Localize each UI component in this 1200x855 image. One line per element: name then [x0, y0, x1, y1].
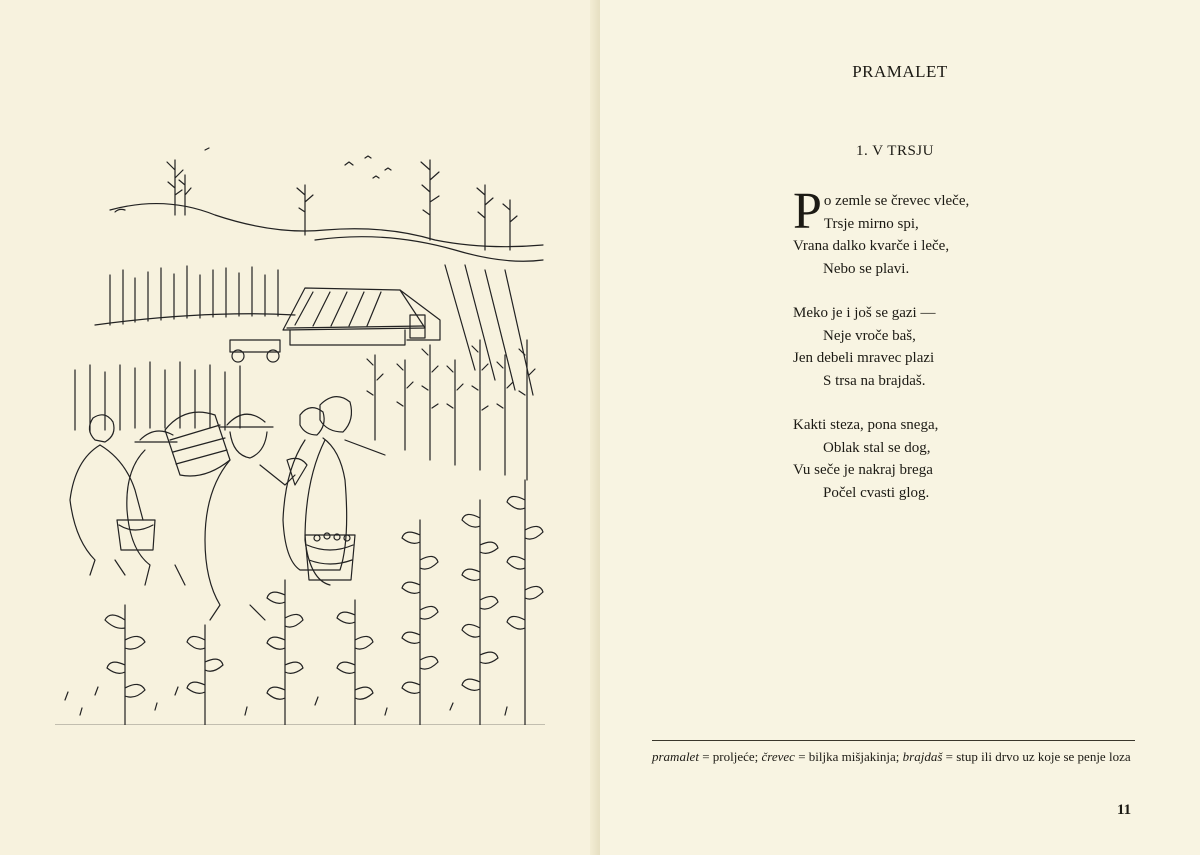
footnote-term: brajdaš — [902, 749, 943, 764]
footnote-term: pramalet — [652, 749, 699, 764]
stanza-3 — [793, 414, 1113, 504]
poem — [793, 183, 1113, 526]
stanza-1 — [793, 183, 1113, 280]
poem-line: Vrana dalko kvarče i leče, — [793, 238, 950, 254]
footnote — [652, 748, 1142, 765]
stanza-2 — [793, 302, 1113, 392]
drop-cap: P — [793, 183, 822, 240]
footnote-rule — [652, 740, 1135, 741]
section-title: 1. V TRSJU — [856, 143, 934, 159]
poem-line: S trsa na brajdaš. — [823, 372, 926, 389]
vineyard-illustration — [55, 140, 545, 725]
footnote-definition: = stup ili drvo uz koje se penje loza — [942, 749, 1131, 764]
poem-line: Vu seče je nakraj brega — [793, 462, 933, 478]
footnote-term: črevec — [761, 749, 795, 764]
poem-line: Trsje mirno spi, — [823, 215, 919, 232]
poem-line: Neje vroče baš, — [823, 327, 916, 344]
footnote-definition: = biljka mišjakinja; — [794, 749, 903, 764]
poem-line: Meko je i još se gazi — — [793, 305, 936, 321]
poem-line: o zemle se črevec vleče, — [823, 193, 970, 209]
left-page — [0, 0, 598, 855]
poem-line: Oblak stal se dog, — [823, 439, 931, 456]
page-title: PRAMALET — [852, 62, 948, 81]
poem-line: Kakti steza, pona snega, — [793, 417, 939, 433]
poem-line: Nebo se plavi. — [823, 260, 910, 277]
footnote-definition: = proljeće; — [698, 749, 762, 764]
poem-line: Počel cvasti glog. — [823, 484, 930, 501]
page-number: 11 — [1117, 802, 1132, 818]
poem-line: Jen debeli mravec plazi — [793, 350, 935, 366]
